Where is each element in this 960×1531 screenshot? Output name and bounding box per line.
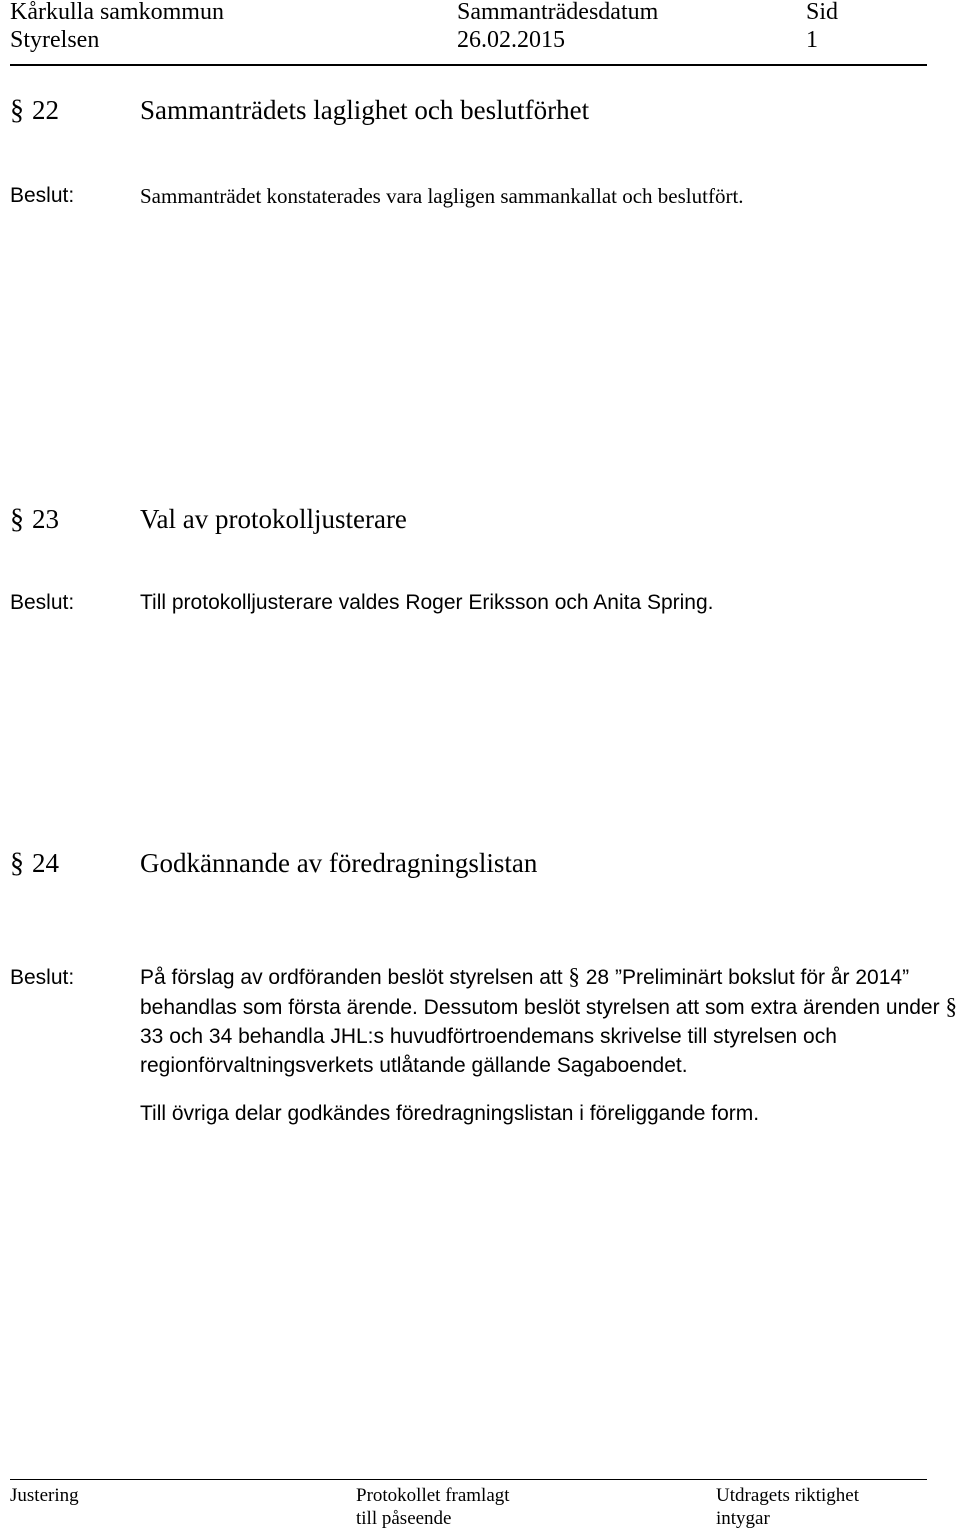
section-symbol: § xyxy=(10,504,24,535)
section-title: Godkännande av föredragningslistan xyxy=(140,848,538,878)
section-number: 22 xyxy=(32,95,59,125)
footer-framlagt: Protokollet framlagt xyxy=(356,1485,510,1506)
organization-name: Kårkulla samkommun xyxy=(10,0,224,25)
additional-decision-text: Till övriga delar godkändes föredragningslistan i föreliggande form. xyxy=(140,1102,760,1125)
decision-line: behandlas som första ärende. Dessutom beslöt styrelsen att som extra ärenden under xyxy=(140,996,946,1019)
decision-label: Beslut: xyxy=(10,184,75,207)
footer-riktighet: Utdragets riktighet xyxy=(716,1485,859,1506)
decision-line: 33 och 34 behandla JHL:s huvudförtroendemans skrivelse till styrelsen och xyxy=(140,1025,837,1048)
section-symbol: § xyxy=(945,994,957,1019)
footer-justering: Justering xyxy=(10,1485,79,1506)
decision-line: På förslag av ordföranden beslöt styrelsen att xyxy=(140,966,569,989)
decision-label: Beslut: xyxy=(10,966,75,989)
body-name: Styrelsen xyxy=(10,27,100,53)
decision-label: Beslut: xyxy=(10,591,75,614)
section-title: Sammanträdets laglighet och beslutförhet xyxy=(140,95,590,125)
header-divider xyxy=(10,64,927,66)
page-label: Sid xyxy=(806,0,839,25)
decision-text: Till protokolljusterare valdes Roger Eriksson och Anita Spring. xyxy=(140,591,714,614)
section-title: Val av protokolljusterare xyxy=(140,504,407,534)
section-symbol: § xyxy=(568,964,580,989)
meeting-date: 26.02.2015 xyxy=(457,27,565,53)
section-symbol: § xyxy=(10,848,24,879)
section-symbol: § xyxy=(10,95,24,126)
meeting-date-label: Sammanträdesdatum xyxy=(457,0,659,25)
section-number: 24 xyxy=(32,848,59,878)
decision-line: 28 ”Preliminärt bokslut för år 2014” xyxy=(579,966,910,989)
page-number: 1 xyxy=(806,27,818,53)
footer-divider xyxy=(10,1479,927,1480)
decision-line: regionförvaltningsverkets utlåtande gällande Sagaboendet. xyxy=(140,1054,688,1077)
section-number: 23 xyxy=(32,504,59,534)
footer-paseende: till påseende xyxy=(356,1508,452,1529)
footer-intygar: intygar xyxy=(716,1508,770,1529)
decision-paragraph xyxy=(140,962,960,1080)
decision-text: Sammanträdet konstaterades vara lagligen sammankallat och beslutfört. xyxy=(140,184,744,208)
